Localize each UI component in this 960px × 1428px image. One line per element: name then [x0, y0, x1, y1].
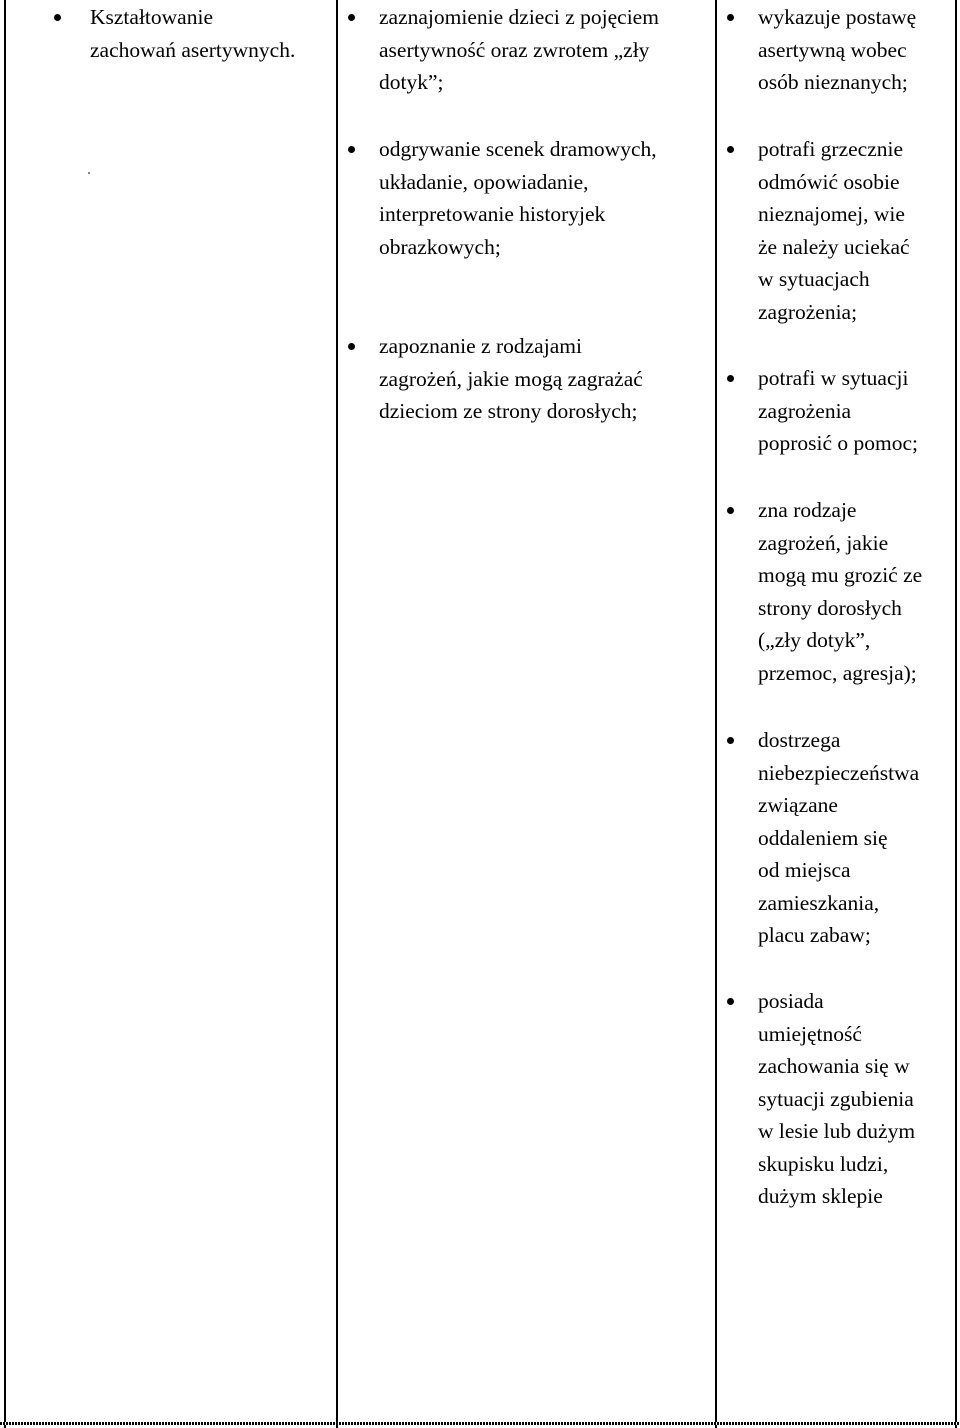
- item-line: odgrywanie scenek dramowych,: [379, 137, 657, 161]
- item-line: że należy uciekać: [758, 234, 910, 259]
- item-line: dzieciom ze strony dorosłych;: [379, 399, 638, 423]
- item-line: placu zabaw;: [758, 923, 871, 947]
- item-line: zamieszkania,: [758, 890, 880, 915]
- item-line: zaznajomienie dzieci z pojęciem: [379, 5, 659, 29]
- item-line: dużym sklepie: [758, 1184, 883, 1208]
- outcome-item: [727, 1, 916, 99]
- bullet-icon: [727, 14, 734, 21]
- item-line: w sytuacjach: [758, 267, 870, 291]
- stray-mark: [88, 172, 90, 174]
- table-border-left: [4, 0, 6, 1428]
- item-line: układanie, opowiadanie,: [379, 169, 589, 194]
- activity-item: [348, 330, 643, 428]
- activity-item: [348, 1, 659, 99]
- item-line: zapoznanie z rodzajami: [379, 334, 582, 358]
- bullet-icon: [727, 998, 734, 1005]
- bullet-icon: [348, 146, 355, 153]
- item-line: od miejsca: [758, 858, 851, 882]
- item-line: przemoc, agresja);: [758, 660, 917, 685]
- item-line: potrafi grzecznie: [758, 137, 904, 161]
- item-line: potrafi w sytuacji: [758, 366, 909, 390]
- item-line: zachowań asertywnych.: [90, 37, 296, 62]
- item-line: Kształtowanie: [90, 5, 213, 29]
- item-line: asertywność oraz zwrotem „zły: [379, 37, 650, 62]
- item-line: zagrożenia;: [758, 299, 858, 324]
- item-line: związane: [758, 793, 838, 817]
- bullet-icon: [727, 146, 734, 153]
- table-border-col1-col2: [336, 0, 338, 1428]
- item-line: zachowania się w: [758, 1054, 910, 1078]
- bullet-icon: [348, 14, 355, 21]
- item-line: wykazuje postawę: [758, 5, 917, 29]
- table-border-bottom: [0, 1422, 960, 1425]
- item-line: mogą mu grozić ze: [758, 563, 923, 587]
- item-line: niebezpieczeństwa: [758, 760, 920, 785]
- item-line: skupisku ludzi,: [758, 1151, 889, 1176]
- item-line: obrazkowych;: [379, 234, 501, 259]
- goal-item: [54, 1, 295, 66]
- item-line: posiada: [758, 989, 824, 1013]
- bullet-icon: [54, 14, 61, 21]
- item-line: dotyk”;: [379, 70, 444, 94]
- outcome-item: [727, 133, 910, 328]
- item-line: sytuacji zgubienia: [758, 1086, 914, 1111]
- bullet-icon: [727, 507, 734, 514]
- item-line: w lesie lub dużym: [758, 1119, 916, 1143]
- item-line: zna rodzaje: [758, 498, 857, 522]
- item-line: zagrożeń, jakie: [758, 530, 889, 555]
- item-line: dostrzega: [758, 728, 841, 752]
- item-line: umiejętność: [758, 1021, 862, 1046]
- item-line: nieznajomej, wie: [758, 202, 905, 226]
- activity-item: [348, 133, 657, 263]
- outcome-item: [727, 985, 915, 1213]
- item-line: asertywną wobec: [758, 37, 907, 62]
- table-border-right: [955, 0, 957, 1428]
- item-line: strony dorosłych: [758, 595, 902, 620]
- item-line: osób nieznanych;: [758, 70, 908, 94]
- item-line: zagrożenia: [758, 398, 852, 423]
- item-line: („zły dotyk”,: [758, 628, 871, 652]
- bullet-icon: [727, 737, 734, 744]
- bullet-icon: [348, 343, 355, 350]
- item-line: poprosić o pomoc;: [758, 431, 919, 455]
- item-line: oddaleniem się: [758, 825, 888, 850]
- outcome-item: [727, 494, 922, 689]
- outcome-item: [727, 724, 919, 952]
- outcome-item: [727, 362, 918, 460]
- table-border-col2-col3: [715, 0, 717, 1428]
- bullet-icon: [727, 375, 734, 382]
- item-line: zagrożeń, jakie mogą zagrażać: [379, 366, 643, 391]
- item-line: odmówić osobie: [758, 169, 900, 194]
- item-line: interpretowanie historyjek: [379, 202, 606, 226]
